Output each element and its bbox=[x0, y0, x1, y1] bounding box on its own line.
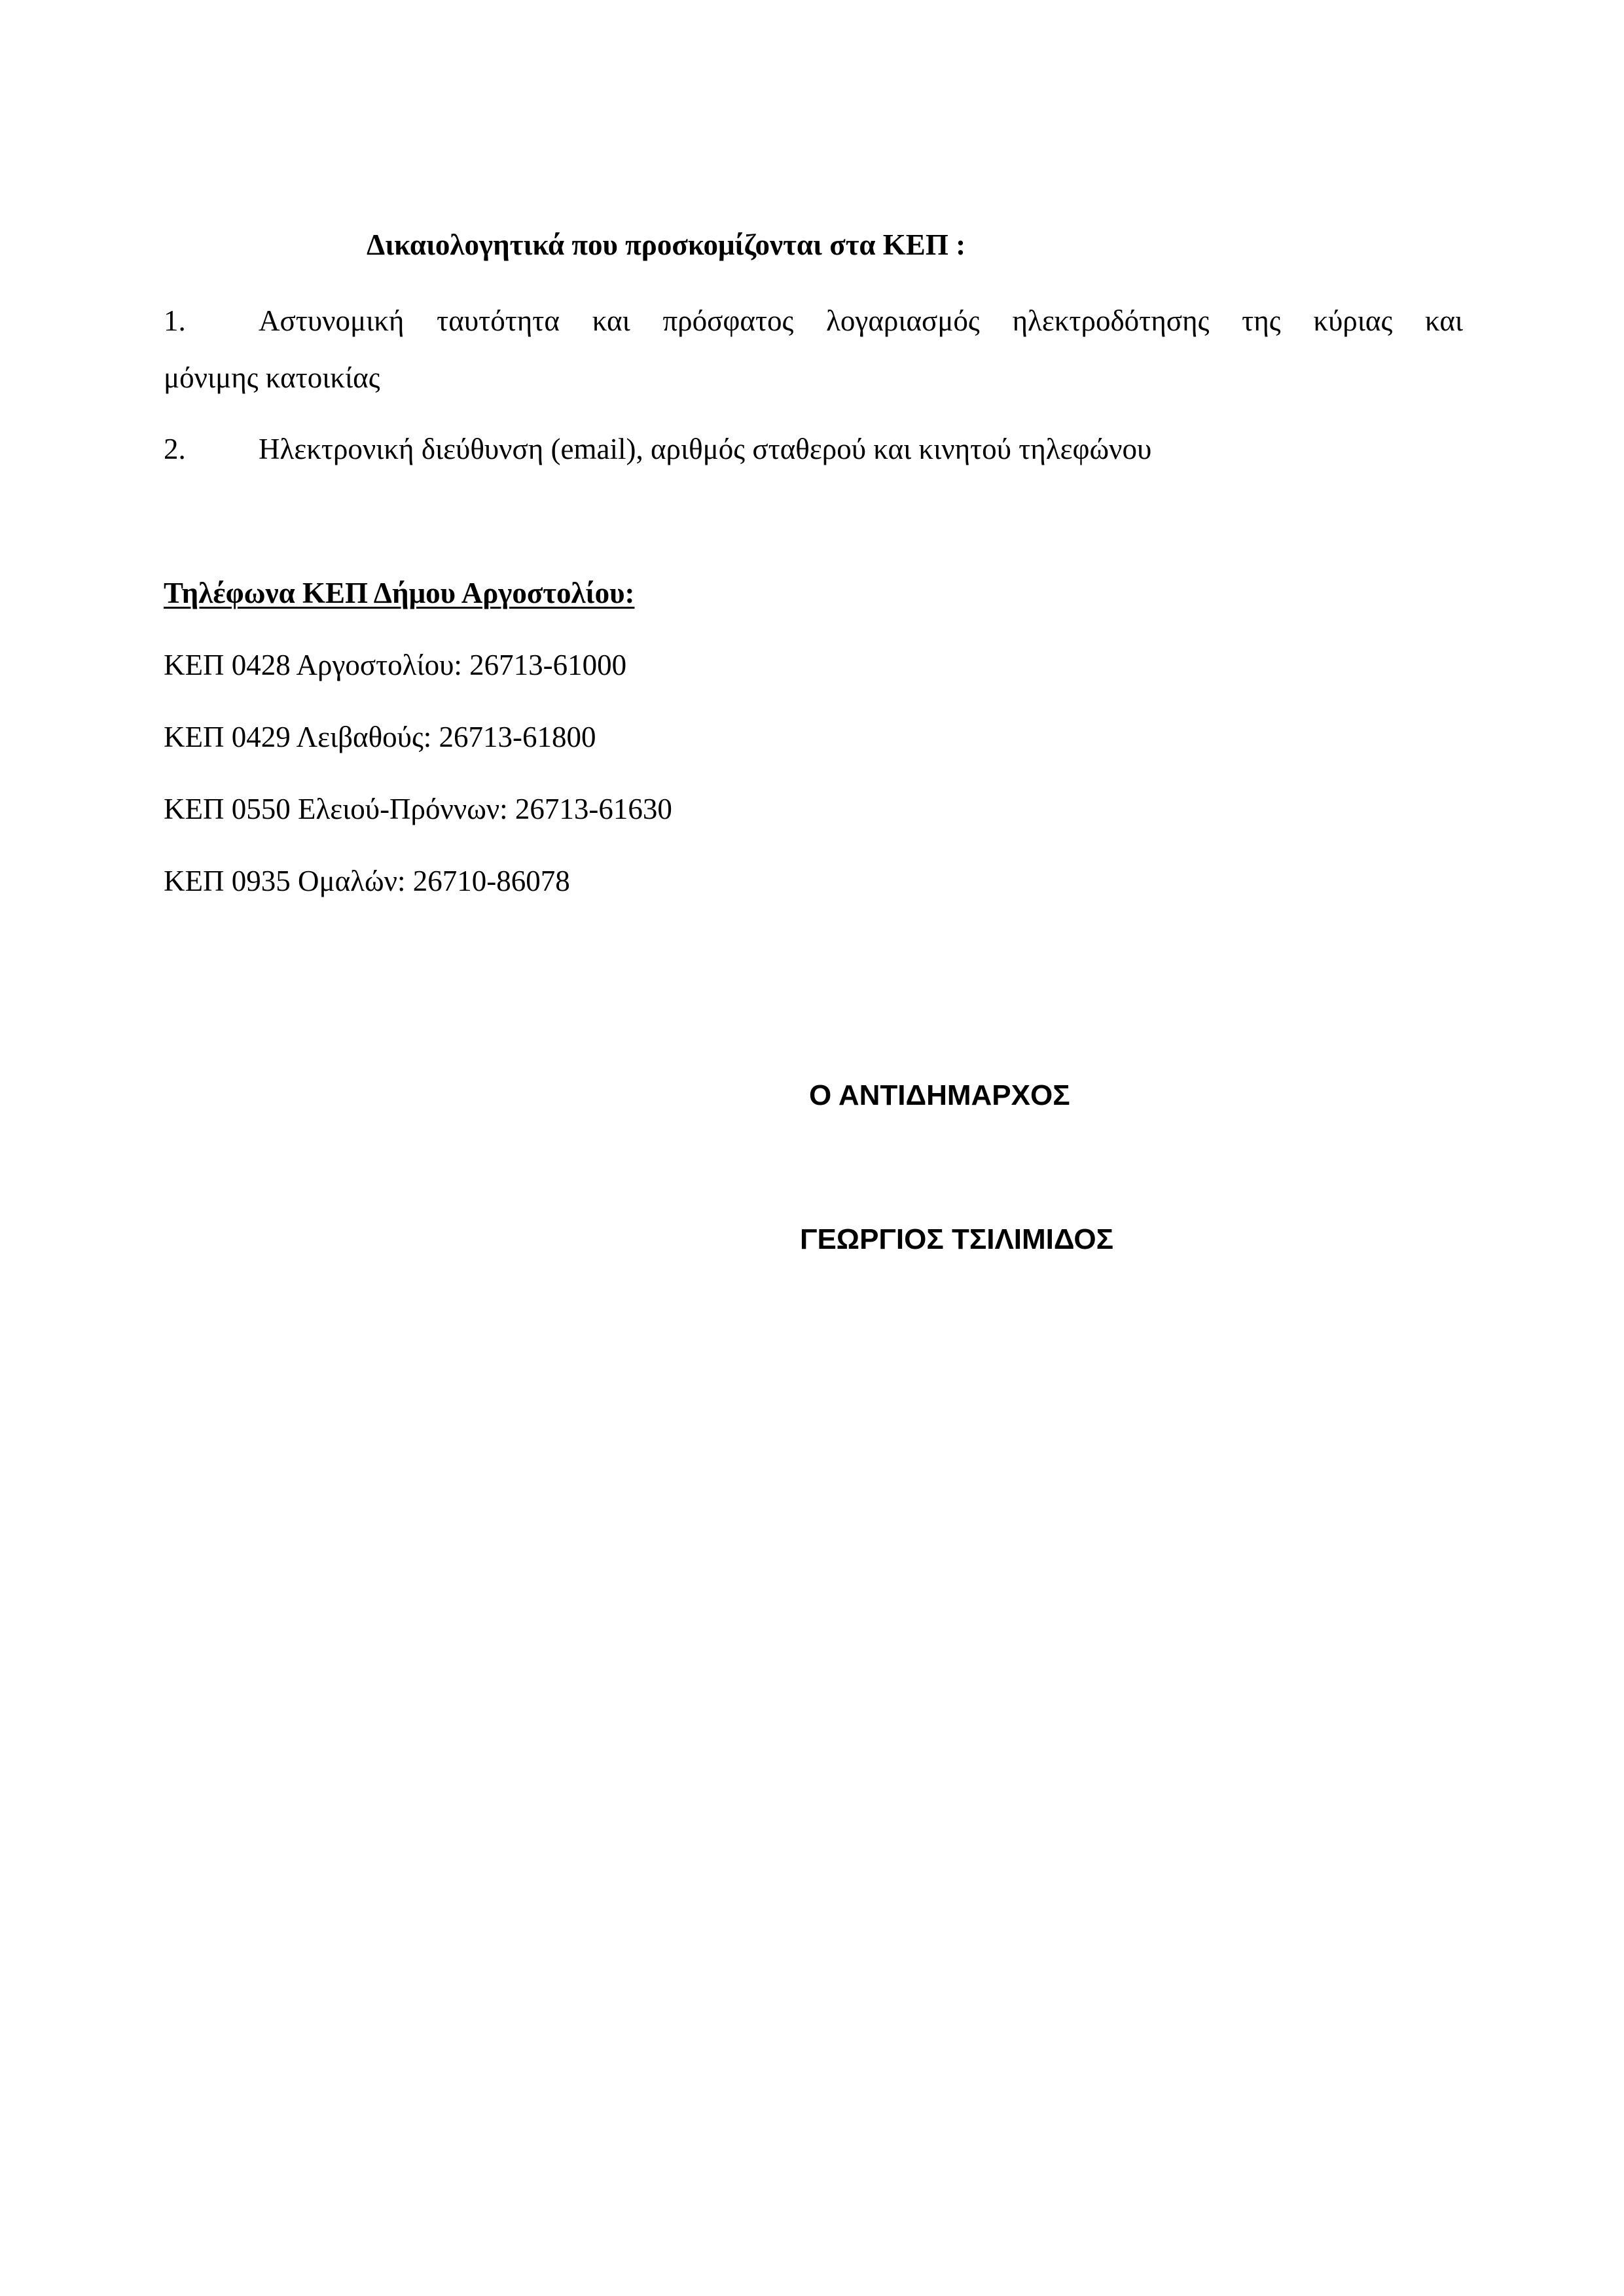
item-number: 1. bbox=[164, 304, 186, 337]
item-text-line: Αστυνομική ταυτότητα και πρόσφατος λογαριασμός ηλεκτροδότησης της κύριας και bbox=[259, 304, 1463, 337]
phone-entry: ΚΕΠ 0428 Αργοστολίου: 26713-61000 bbox=[164, 649, 627, 681]
signature-title: Ο ΑΝΤΙΔΗΜΑΡΧΟΣ bbox=[809, 1079, 1070, 1111]
phone-entry: ΚΕΠ 0550 Ελειού-Πρόννων: 26713-61630 bbox=[164, 793, 672, 825]
item-text-continuation: μόνιμης κατοικίας bbox=[164, 361, 380, 394]
document-heading: Δικαιολογητικά που προσκομίζονται στα ΚΕΠ : bbox=[367, 228, 966, 261]
phones-heading: Τηλέφωνα ΚΕΠ Δήμου Αργοστολίου: bbox=[164, 577, 635, 609]
phone-entry: ΚΕΠ 0935 Ομαλών: 26710-86078 bbox=[164, 865, 570, 897]
item-text-line: Ηλεκτρονική διεύθυνση (email), αριθμός σταθερού και κινητού τηλεφώνου bbox=[259, 433, 1152, 465]
signature-name: ΓΕΩΡΓΙΟΣ ΤΣΙΛΙΜΙΔΟΣ bbox=[800, 1223, 1113, 1255]
item-number: 2. bbox=[164, 433, 186, 465]
phone-entry: ΚΕΠ 0429 Λειβαθούς: 26713-61800 bbox=[164, 721, 596, 753]
